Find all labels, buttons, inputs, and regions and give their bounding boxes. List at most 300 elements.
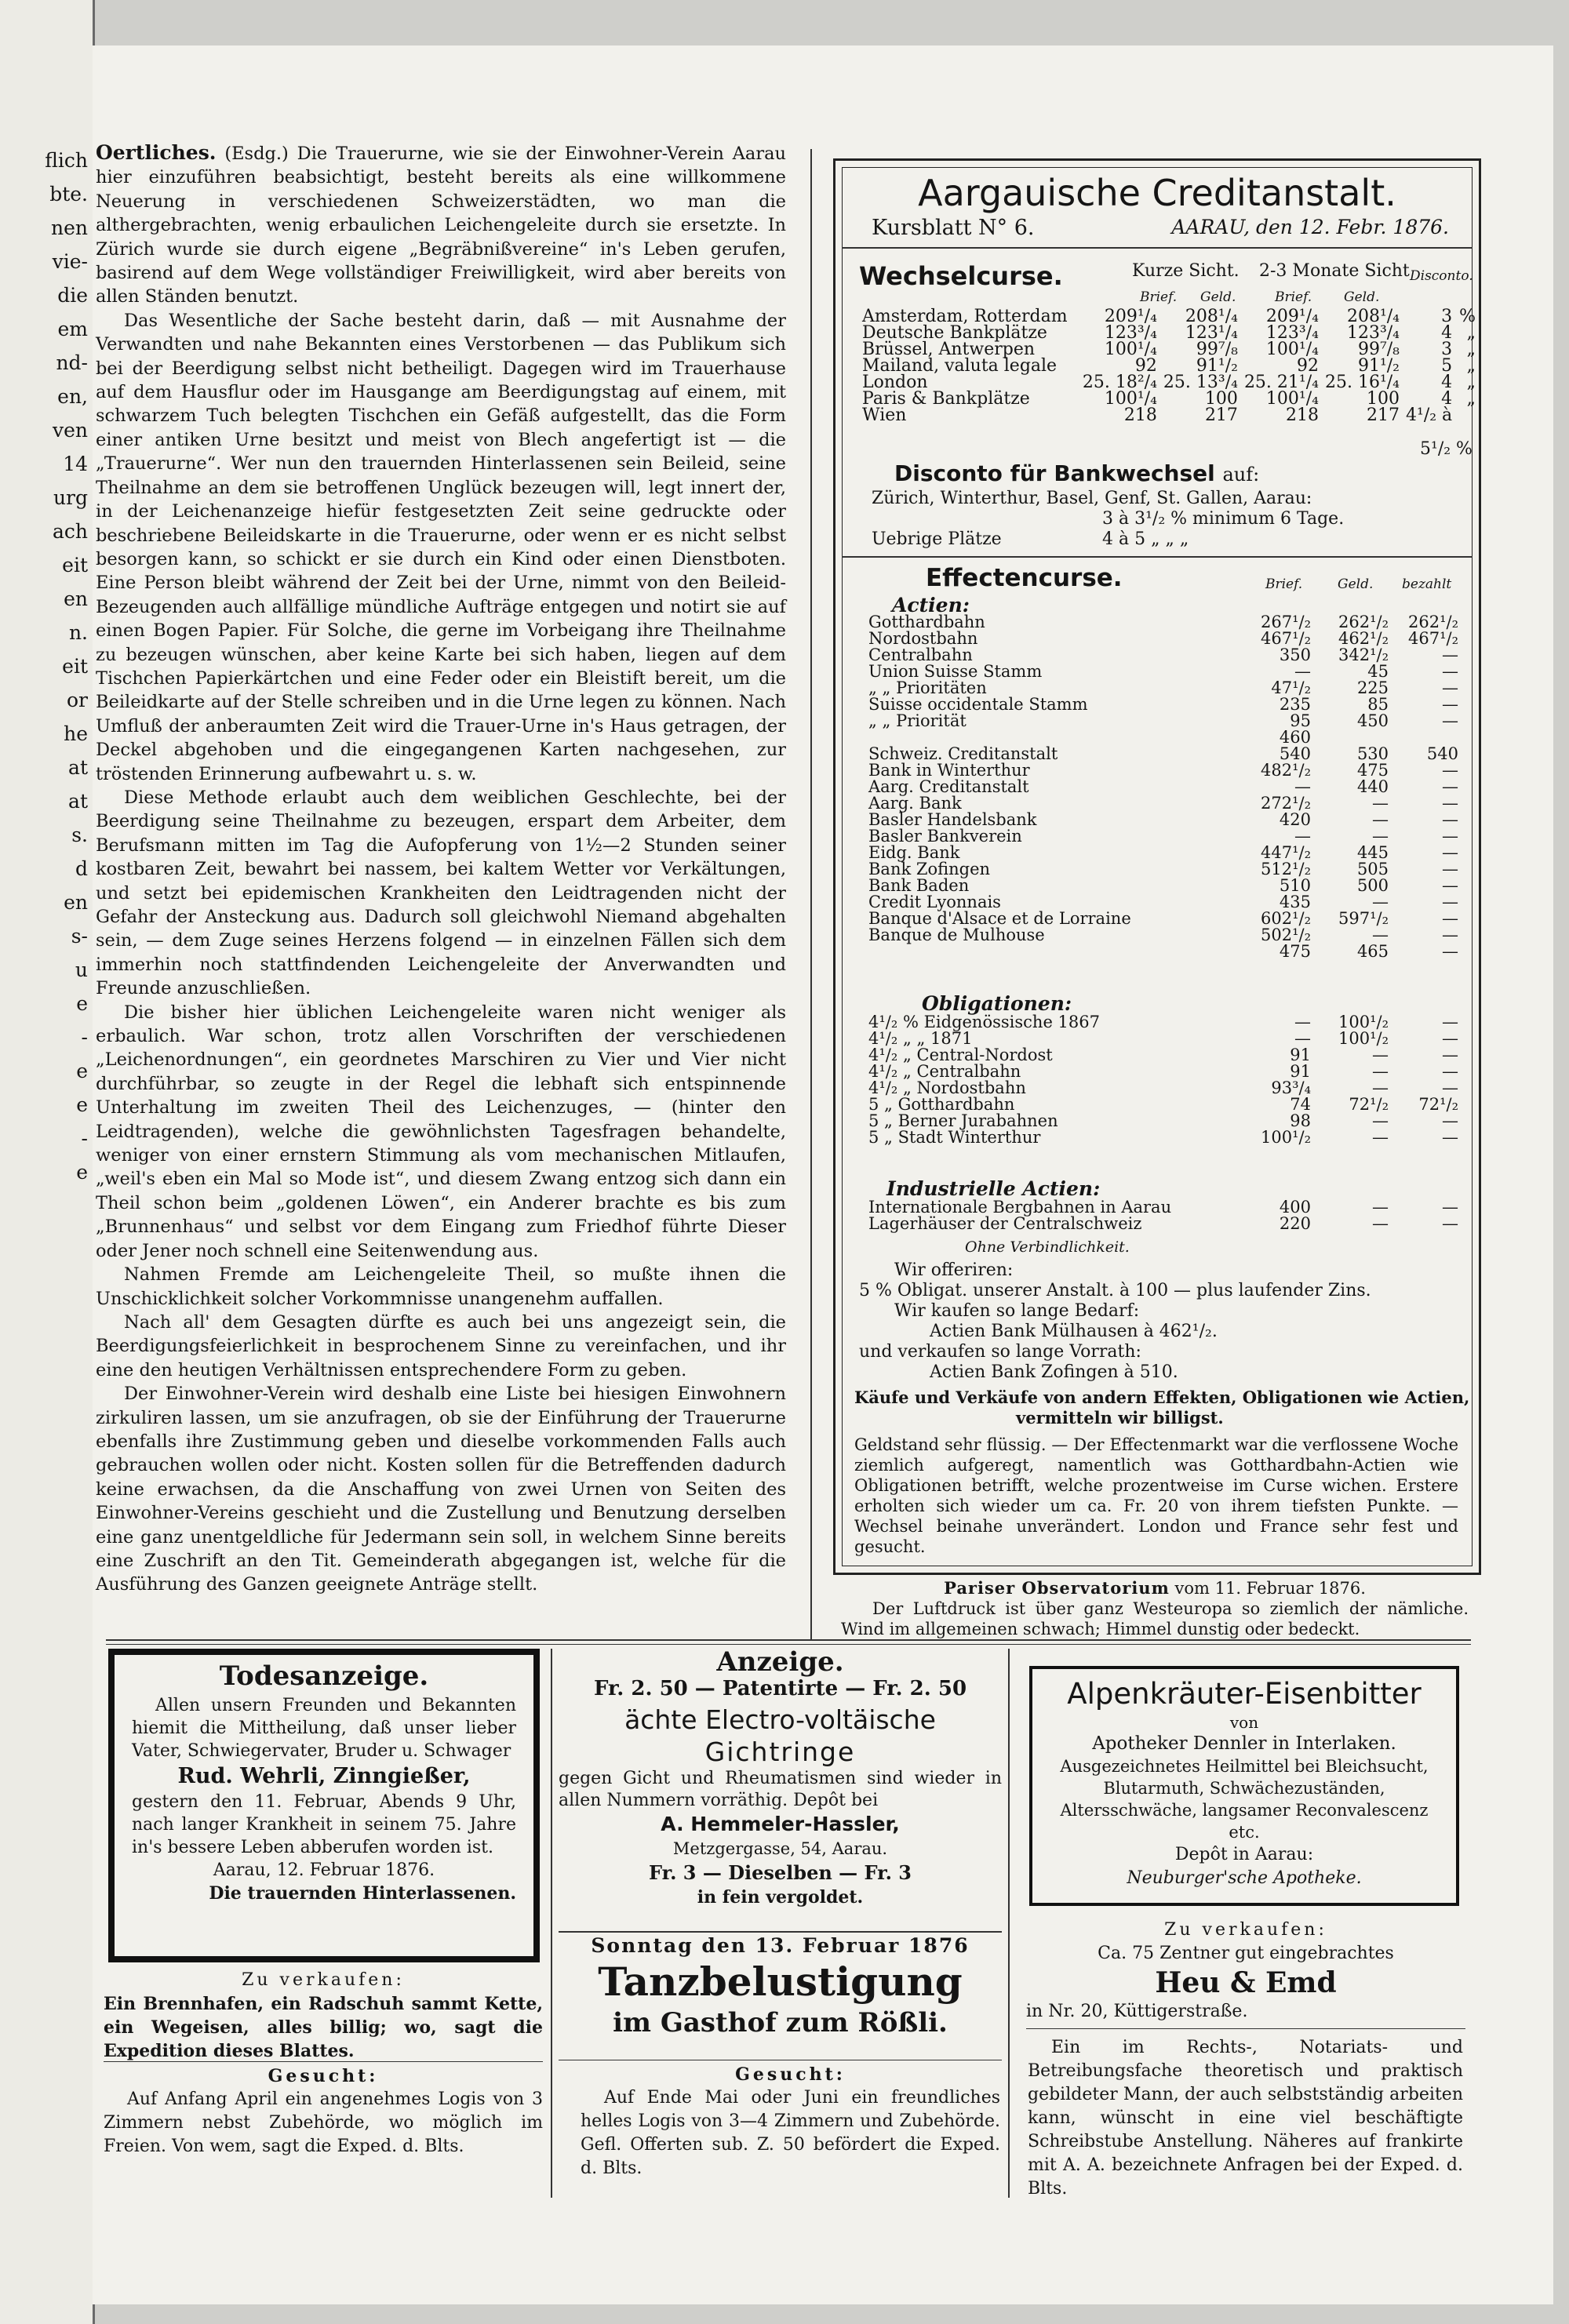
row-value: 530 xyxy=(1356,744,1389,763)
row-label: Paris & Bankplätze xyxy=(862,389,1030,409)
row-value: 209¹/₄ xyxy=(1265,307,1319,326)
row-label: Bank in Winterthur xyxy=(868,761,1030,780)
offer-6: Actien Bank Zofingen à 510. xyxy=(930,1362,1178,1382)
row-value: — xyxy=(1372,1062,1389,1081)
stub-fragment: e xyxy=(76,1060,88,1082)
article-paragraph: Diese Methode erlaubt auch dem weiblichen Geschlechte, bei der Beerdigung seine Theilnahme zu bezeugen, erspart dem Arbeiter, dem Berufsmann mitten im Tag die Aufopferung von 1½—2 Stunden seiner kostbaren Zeit, bewahrt bei nassem, bei kaltem Wetter vor Verkältungen, und setzt bei epidemischen Krankheiten den Leidtragenden nicht der Gefahr der Ansteckung aus. Dadurch soll gleichwohl Niemand abgehalten sein, — dem Zuge seines Herzens folgend — in einzelnen Fällen sich dem immerhin noch stattfindenden Leichengeleite der Anverwandten und Freunde anzuschließen. xyxy=(96,787,786,999)
row-value: 540 xyxy=(1426,744,1458,763)
row-value: 420 xyxy=(1279,810,1311,829)
head-brief-2: Brief. xyxy=(1275,289,1312,305)
adjacent-page-edge xyxy=(0,0,95,2324)
table-row xyxy=(859,308,1479,325)
verkaufen-line2: in Nr. 20, Küttigerstraße. xyxy=(1026,2002,1248,2021)
row-value: — xyxy=(1372,1128,1389,1147)
row-value: „ xyxy=(1466,373,1476,392)
row-label: Gotthardbahn xyxy=(868,613,985,631)
row-value: 74 xyxy=(1290,1095,1311,1114)
weather-report xyxy=(841,1578,1469,1639)
tanz-date: Sonntag den 13. Februar 1876 xyxy=(591,1934,970,1957)
ad-rule-4 xyxy=(1026,2028,1465,2029)
stub-fragment: 14 xyxy=(63,453,88,475)
row-value: „ xyxy=(1466,323,1476,343)
table-row xyxy=(859,407,1479,424)
disconto-line3-label: Uebrige Plätze xyxy=(872,529,1002,549)
gesucht-text-1: Auf Anfang April ein angenehmes Logis von 3 Zimmern nebst Zubehörde, wo möglich im Freien. Von wem, sagt die Exped. d. Blts. xyxy=(104,2089,543,2156)
row-label: Basler Bankverein xyxy=(868,827,1022,846)
row-label: Banque de Mulhouse xyxy=(868,926,1045,944)
stub-fragment: ach xyxy=(52,520,88,543)
eff-head-bez: bezahlt xyxy=(1402,576,1452,592)
row-value: 72¹/₂ xyxy=(1418,1095,1458,1114)
row-value: 123³/₄ xyxy=(1346,323,1400,343)
weather-date: vom 11. Februar 1876. xyxy=(1174,1579,1366,1598)
todesanzeige-sign: Die trauernden Hinterlassenen. xyxy=(209,1883,516,1904)
row-value: 4 xyxy=(1441,323,1453,343)
table-row xyxy=(865,1064,1462,1080)
row-value: — xyxy=(1442,942,1458,961)
row-value: 25. 18²/₄ xyxy=(1082,373,1157,392)
row-value: — xyxy=(1294,1013,1311,1031)
row-value: — xyxy=(1442,646,1458,664)
table-row xyxy=(865,647,1462,664)
row-value: 272¹/₂ xyxy=(1261,794,1311,813)
stub-fragment: em xyxy=(57,318,88,340)
alpenkraeuter-box xyxy=(1029,1666,1459,1906)
table-row xyxy=(859,325,1479,341)
ad-rule xyxy=(104,2061,543,2062)
row-value: — xyxy=(1442,876,1458,895)
row-value: — xyxy=(1294,662,1311,681)
row-value: — xyxy=(1372,1198,1389,1217)
article-paragraph: Das Wesentliche der Sache besteht darin, daß — mit Ausnahme der Verwandten und nahe Bekannten eines Verstorbenen — das Publikum sich bei der Beerdigung selbst nicht betheiligt. Dagegen wird im Trauerhause auf dem Hausflur oder im Hausgange am Beerdigungstag auf einem, mit schwarzem Tuch belegten Tischchen ein Gefäß aufgestellt, das die Form einer antiken Urne besitzt und meist von Blech angefertigt ist — die „Trauerurne“. Wer nun den trauernden Hinterlassenen sein Beileid, seine Theilnahme an dem sie betroffenen Unglück bezeugen will, legt innert der, in der Leichenanzeige hiefür festgesetzten Zeit seine gedruckte oder beschriebene Beileidskarte in die Trauerurne, oder wenn er es nicht selbst besorgen kann, so schickt er sie durch ein Kind oder einen Dienstboten. Eine Person bleibt während der Zeit bei der Urne, nimmt von den Beileid-Bezeugenden auch allfällige mündliche Aufträge entgegen und notirt sie auf einen Bogen Papier. Für Solche, die gerne im Vorbeigang ihre Theilnahme zu bezeugen wünschen, aber keine Karte bei sich haben, liegen auf dem Tischchen Papierkärtchen und eine Feder oder ein Bleistift bereit, um die Beileidkarte auf der Stelle schreiben und in die Urne legen zu können. Nach Umfluß der anberaumten Zeit wird die Trauer-Urne in's Haus getragen, der Deckel abgehoben und die eingegangenen Karten nachgesehen, zur tröstenden Erinnerung aufbewahrt u. s. w. xyxy=(96,310,786,784)
verkaufen-title-2: Zu verkaufen: xyxy=(1164,1920,1327,1940)
row-value: 467¹/₂ xyxy=(1261,629,1311,648)
row-value: — xyxy=(1442,761,1458,780)
row-value: 440 xyxy=(1356,777,1389,796)
row-value: 100¹/₄ xyxy=(1104,340,1157,359)
row-value: — xyxy=(1442,794,1458,813)
table-row xyxy=(865,1129,1462,1146)
table-row xyxy=(865,1080,1462,1097)
kursblatt-date: AARAU, den 12. Febr. 1876. xyxy=(1171,216,1449,238)
market-report-text: Geldstand sehr flüssig. — Der Effectenmarkt war die verflossene Woche ziemlich aufgeregt, namentlich was Gotthardbahn-Actien wie Obligationen betrifft, welche prozentweise im Curse wichen. Erstere erholten sich wieder um ca. Fr. 20 von ihrem tiefsten Punkte. — Wechsel beinahe unverändert. London und France sehr fest und gesucht. xyxy=(854,1435,1458,1556)
gesucht-title-2: Gesucht: xyxy=(735,2064,846,2085)
verkaufen-big: Heu & Emd xyxy=(1155,1966,1337,1999)
verkaufen-ad-1 xyxy=(104,1969,543,2063)
row-value: 100 xyxy=(1367,389,1400,409)
actien-label: Actien: xyxy=(892,594,970,616)
row-value: 72¹/₂ xyxy=(1349,1095,1389,1114)
row-value: 4 xyxy=(1441,373,1453,392)
row-label: 4¹/₂ % Eidgenössische 1867 xyxy=(868,1013,1100,1031)
head-long-sight: 2-3 Monate Sicht xyxy=(1259,261,1410,281)
row-value: 475 xyxy=(1279,942,1311,961)
stub-fragment: urg xyxy=(53,486,88,509)
eff-head-geld: Geld. xyxy=(1338,576,1374,592)
row-value: — xyxy=(1372,1046,1389,1064)
stub-fragment: nen xyxy=(51,216,88,239)
stub-fragment: - xyxy=(81,1127,88,1150)
table-row xyxy=(865,845,1462,861)
row-value: 350 xyxy=(1279,646,1311,664)
alpen-title: Alpenkräuter-Eisenbitter xyxy=(1067,1677,1422,1711)
row-value: 218 xyxy=(1123,406,1157,425)
table-row xyxy=(865,861,1462,878)
stub-fragment: e xyxy=(76,1093,88,1116)
row-value: 91¹/₂ xyxy=(1196,356,1238,376)
row-value: — xyxy=(1372,1214,1389,1233)
row-value: 510 xyxy=(1279,876,1311,895)
table-row xyxy=(865,664,1462,680)
stub-fragment: en, xyxy=(57,385,88,408)
bold-line-1: Käufe und Verkäufe von andern Effekten, Obligationen wie Actien, xyxy=(854,1387,1470,1407)
weather-text: Der Luftdruck ist über ganz Westeuropa so ziemlich der nämliche. Wind im allgemeinen schwach; Himmel dunstig oder bedeckt. xyxy=(841,1599,1469,1638)
row-value: 400 xyxy=(1279,1198,1311,1217)
head-short-sight: Kurze Sicht. xyxy=(1132,261,1240,281)
article-paragraph: Die bisher hier üblichen Leichengeleite waren nicht weniger als erbaulich. War schon, trotz allen Vorschriften der verschiedenen „Leichenordnungen“, ein geordnetes Marschiren zu Vier und Vier nicht durchführbar, so zeugte in der Regel die lebhaft sich entspinnende Unterhaltung im zweiten Theil des Leichenzuges, — (hinter den Leidtragenden), welche die gewöhnlichsten Tagesfragen behandelte, weniger von einer ernstern Stimmung als vom mechanischen Mitlaufen, „weil's eben ein Mal so Mode ist“, und diesem Zwang entzog sich dann ein Theil schon beim „goldenen Löwen“, ein Anderer brachte es bis zum „Brunnenhaus“ und selbst vor dem Eingang zum Friedhof führte Dieser oder Jener noch schnell eine Seitenwendung aus. xyxy=(96,1002,786,1261)
row-value: 267¹/₂ xyxy=(1261,613,1311,631)
row-value: 445 xyxy=(1356,843,1389,862)
weather-source: Pariser Observatorium xyxy=(944,1578,1170,1598)
row-label: Bank Zofingen xyxy=(868,860,991,878)
tanz-place: im Gasthof zum Rößli. xyxy=(613,2007,948,2039)
row-value: 3 xyxy=(1441,307,1453,326)
row-value: 217 xyxy=(1204,406,1238,425)
row-value: — xyxy=(1442,827,1458,846)
row-value: 92 xyxy=(1296,356,1319,376)
row-value: 91 xyxy=(1290,1062,1311,1081)
wien-extra: 5¹/₂ % xyxy=(1420,439,1473,459)
row-label: 5 „ Stadt Winterthur xyxy=(868,1128,1041,1147)
table-row xyxy=(865,927,1462,944)
row-value: — xyxy=(1442,893,1458,911)
row-label: „ „ Prioritäten xyxy=(868,678,987,697)
stub-fragment: - xyxy=(81,1026,88,1049)
row-label: 4¹/₂ „ Centralbahn xyxy=(868,1062,1021,1081)
article-paragraph: Nahmen Fremde am Leichengeleite Theil, so mußte ihnen die Unschicklichkeit solcher Vorkommnisse unangenehm auffallen. xyxy=(96,1264,786,1309)
row-value: — xyxy=(1442,1029,1458,1048)
row-value xyxy=(1455,407,1479,424)
row-value: 95 xyxy=(1290,711,1311,730)
row-value: 5 xyxy=(1441,356,1453,376)
row-label: Nordostbahn xyxy=(868,629,978,648)
row-value: — xyxy=(1442,695,1458,714)
table-row xyxy=(859,358,1479,374)
row-label: Credit Lyonnais xyxy=(868,893,1001,911)
stub-fragment: en xyxy=(64,587,88,610)
row-value: 25. 21¹/₄ xyxy=(1243,373,1319,392)
head-geld-2: Geld. xyxy=(1344,289,1380,305)
row-label: London xyxy=(862,373,928,392)
eff-head-brief: Brief. xyxy=(1265,576,1303,592)
table-row xyxy=(865,713,1462,729)
ads-top-rule xyxy=(106,1639,1471,1641)
row-label: Internationale Bergbahnen in Aarau xyxy=(868,1198,1172,1217)
row-value: 235 xyxy=(1279,695,1311,714)
table-row xyxy=(865,911,1462,927)
head-disconto: Disconto. xyxy=(1410,268,1473,284)
ad-column-divider-2 xyxy=(1008,1649,1010,2198)
article-paragraph: Der Einwohner-Verein wird deshalb eine Liste bei hiesigen Einwohnern zirkuliren lassen, um sie anzufragen, ob sie der Einführung der Trauerurne ebenfalls ihre Zustimmung geben und dieselbe vorkommenden Falls auch gebrauchen wollen oder nicht. Kosten sollen für die Betreffenden dadurch keine erwachsen, da die Anschaffung von zwei Urnen von Seiten des Einwohner-Vereins geschieht und die Zustellung und Benutzung derselben eine ganz unentgeldliche für Jedermann sein soll, in welchem Sinne bereits eine Zuschrift an den Tit. Gemeinderath abgegangen ist, welche für die Ausführung des Ganzen geeignete Anträge stellt. xyxy=(96,1384,786,1595)
row-value: 25. 16¹/₄ xyxy=(1324,373,1400,392)
row-value: 450 xyxy=(1356,711,1389,730)
table-row xyxy=(865,1014,1462,1031)
alpen-maker: Apotheker Dennler in Interlaken. xyxy=(1092,1733,1396,1754)
row-value: — xyxy=(1442,1062,1458,1081)
disconto-line3: 4 à 5 „ „ „ xyxy=(1102,529,1189,549)
row-value: 92 xyxy=(1134,356,1157,376)
row-value: „ xyxy=(1466,356,1476,376)
offer-1: Wir offeriren: xyxy=(894,1260,1014,1280)
todesanzeige-text1: Allen unsern Freunden und Bekannten hiemit die Mittheilung, daß unser lieber Vater, Schwiegervater, Bruder u. Schwager xyxy=(132,1696,516,1761)
row-value: — xyxy=(1372,794,1389,813)
anzeige-price: Fr. 2. 50 — Patentirte — Fr. 2. 50 xyxy=(593,1677,967,1700)
row-label: Amsterdam, Rotterdam xyxy=(862,307,1068,326)
market-report xyxy=(854,1435,1458,1557)
row-value: 45 xyxy=(1367,662,1389,681)
row-value: 100¹/₂ xyxy=(1261,1128,1311,1147)
table-row xyxy=(865,696,1462,713)
table-row xyxy=(865,614,1462,631)
stub-fragment: vie- xyxy=(52,250,88,273)
row-value: 597¹/₂ xyxy=(1338,909,1389,928)
row-value: 123³/₄ xyxy=(1104,323,1157,343)
stub-fragment: s. xyxy=(71,824,88,846)
actien-table xyxy=(865,614,1462,960)
disconto-title-text: Disconto für Bankwechsel xyxy=(894,460,1215,486)
stelle-ad: Ein im Rechts-, Notariats- und Betreibungsfache theoretisch und praktisch gebildeter Mann, der auch selbstständig arbeiten kann, wünscht in eine viel beschäftigte Schreibstube Anstellung. Näheres auf frankirte mit A. A. bezeichnete Anfragen bei der Exped. d. Blts. xyxy=(1028,2038,1463,2199)
disconto-title xyxy=(894,460,1259,486)
tanz-ad xyxy=(559,1934,1002,2039)
row-value: — xyxy=(1442,1111,1458,1130)
row-value: 4 xyxy=(1441,389,1453,409)
row-value: 208¹/₄ xyxy=(1185,307,1238,326)
row-label: Brüssel, Antwerpen xyxy=(862,340,1036,359)
row-value: — xyxy=(1442,810,1458,829)
row-value: 85 xyxy=(1367,695,1389,714)
row-value: „ xyxy=(1466,389,1476,409)
kursblatt-title: Aargauische Creditanstalt. xyxy=(918,172,1396,214)
stub-fragment: en xyxy=(64,891,88,914)
row-value: 208¹/₄ xyxy=(1346,307,1400,326)
table-row xyxy=(865,1216,1462,1232)
stub-fragment: nd- xyxy=(56,351,88,374)
row-value: 475 xyxy=(1356,761,1389,780)
stub-fragment: n. xyxy=(68,621,88,644)
row-label: „ „ Priorität xyxy=(868,711,967,730)
table-row xyxy=(865,812,1462,828)
row-value: 602¹/₂ xyxy=(1261,909,1311,928)
row-value: 100 xyxy=(1204,389,1238,409)
row-value: 217 xyxy=(1367,406,1400,425)
verkaufen-text-1: Ein Brennhafen, ein Radschuh sammt Kette, ein Wegeisen, alles billig; wo, sagt die Expedition dieses Blattes. xyxy=(104,1994,543,2061)
stub-fragment: u xyxy=(75,958,88,981)
row-value: — xyxy=(1442,1198,1458,1217)
row-value: — xyxy=(1372,827,1389,846)
table-row xyxy=(859,341,1479,358)
row-label: Basler Handelsbank xyxy=(868,810,1037,829)
table-row xyxy=(865,1199,1462,1216)
offer-3: Wir kaufen so lange Bedarf: xyxy=(894,1301,1140,1321)
row-label: 4¹/₂ „ Central-Nordost xyxy=(868,1046,1053,1064)
row-label: Bank Baden xyxy=(868,876,970,895)
todesanzeige-place: Aarau, 12. Februar 1876. xyxy=(213,1860,435,1880)
bold-line-2: vermitteln wir billigst. xyxy=(1016,1408,1224,1427)
row-value: 505 xyxy=(1356,860,1389,878)
row-value: — xyxy=(1294,1029,1311,1048)
gesucht-ad-2 xyxy=(581,2063,1000,2180)
row-value: — xyxy=(1372,926,1389,944)
anzeige-product2: Gichtringe xyxy=(704,1737,856,1767)
todesanzeige-title: Todesanzeige. xyxy=(219,1660,429,1692)
row-value: — xyxy=(1442,1214,1458,1233)
row-label: Eidg. Bank xyxy=(868,843,960,862)
table-row xyxy=(865,762,1462,779)
table-row xyxy=(865,680,1462,696)
row-value: 512¹/₂ xyxy=(1261,860,1311,878)
offer-2: 5 % Obligat. unserer Anstalt. à 100 — plus laufender Zins. xyxy=(859,1281,1371,1300)
row-value: 262¹/₂ xyxy=(1408,613,1458,631)
indust-label: Industrielle Actien: xyxy=(886,1177,1101,1200)
anzeige-product1: ächte Electro-voltäische xyxy=(624,1704,936,1735)
alpen-apotheke: Neuburger'sche Apotheke. xyxy=(1127,1868,1362,1888)
stub-fragment: die xyxy=(57,284,88,307)
disconto-auf: auf: xyxy=(1222,464,1260,486)
stub-fragment: at xyxy=(68,790,88,813)
alpen-text: Ausgezeichnetes Heilmittel bei Bleichsucht, Blutarmuth, Schwächezuständen, Altersschwäche, langsamer Reconvalescenz etc. xyxy=(1060,1757,1429,1842)
disconto-rule xyxy=(842,556,1473,558)
row-value: — xyxy=(1442,843,1458,862)
row-value: 500 xyxy=(1356,876,1389,895)
row-value: 220 xyxy=(1279,1214,1311,1233)
row-label: 4¹/₂ „ „ 1871 xyxy=(868,1029,973,1048)
row-label: Aarg. Creditanstalt xyxy=(868,777,1029,796)
offer-4: Actien Bank Mülhausen à 462¹/₂. xyxy=(930,1322,1218,1341)
row-value: — xyxy=(1294,827,1311,846)
row-value: — xyxy=(1442,662,1458,681)
stub-fragment: ven xyxy=(52,419,88,442)
row-value: „ xyxy=(1466,340,1476,359)
row-label: Schweiz. Creditanstalt xyxy=(868,744,1058,763)
row-value: 218 xyxy=(1285,406,1319,425)
stub-fragment: e xyxy=(76,1161,88,1184)
row-value: 262¹/₂ xyxy=(1338,613,1389,631)
row-value: 482¹/₂ xyxy=(1261,761,1311,780)
anzeige-line2: Fr. 3 — Dieselben — Fr. 3 xyxy=(649,1861,912,1884)
row-label: Centralbahn xyxy=(868,646,973,664)
row-label: Banque d'Alsace et de Lorraine xyxy=(868,909,1131,928)
todesanzeige-box xyxy=(108,1649,540,1962)
row-value: — xyxy=(1372,893,1389,911)
row-value: 342¹/₂ xyxy=(1338,646,1389,664)
row-value: — xyxy=(1442,1078,1458,1097)
row-value: — xyxy=(1372,1078,1389,1097)
row-value: 502¹/₂ xyxy=(1261,926,1311,944)
article-title: Oertliches. xyxy=(96,141,217,164)
row-label: 5 „ Gotthardbahn xyxy=(868,1095,1015,1114)
row-value: 100¹/₂ xyxy=(1338,1029,1389,1048)
stub-fragment: eit xyxy=(62,655,88,678)
table-row xyxy=(865,1097,1462,1113)
anzeige-title: Anzeige. xyxy=(716,1646,844,1678)
stub-fragment: he xyxy=(64,722,88,745)
stub-fragment: eit xyxy=(62,554,88,576)
offer-5: und verkaufen so lange Vorrath: xyxy=(859,1342,1141,1362)
ad-column-divider-1 xyxy=(551,1649,552,2198)
row-value: 123¹/₄ xyxy=(1185,323,1238,343)
disconto-line2: 3 à 3¹/₂ % minimum 6 Tage. xyxy=(1102,509,1345,529)
row-value: 100¹/₄ xyxy=(1104,389,1157,409)
table-row xyxy=(865,779,1462,795)
row-value: — xyxy=(1442,777,1458,796)
wechsel-title: Wechselcurse. xyxy=(859,261,1063,291)
column-divider xyxy=(810,149,812,1639)
kursblatt-box xyxy=(833,158,1481,1575)
verkaufen-line1: Ca. 75 Zentner gut eingebrachtes xyxy=(1098,1944,1394,1963)
row-value: 4¹/₂ à xyxy=(1406,406,1453,425)
row-value: — xyxy=(1442,860,1458,878)
disconto-line1: Zürich, Winterthur, Basel, Genf, St. Gallen, Aarau: xyxy=(872,489,1312,508)
row-value: 460 xyxy=(1279,728,1311,747)
kursblatt-rule xyxy=(842,247,1473,249)
table-row xyxy=(865,746,1462,762)
table-row xyxy=(865,729,1462,746)
row-value: 100¹/₂ xyxy=(1338,1013,1389,1031)
row-value: 91¹/₂ xyxy=(1357,356,1400,376)
row-value: 99⁷/₈ xyxy=(1357,340,1400,359)
article-oertliches xyxy=(96,141,786,1635)
gesucht-ad-1 xyxy=(104,2064,543,2159)
row-value: 100¹/₄ xyxy=(1265,389,1319,409)
row-label: Wien xyxy=(862,406,907,425)
gesucht-text-2: Auf Ende Mai oder Juni ein freundliches helles Logis von 3—4 Zimmern und Zubehörde. Gefl. Offerten sub. Z. 50 befördert die Exped. d. Blts. xyxy=(581,2088,1000,2178)
wechsel-table xyxy=(859,308,1479,424)
table-row xyxy=(865,944,1462,960)
row-value: % xyxy=(1459,307,1476,326)
row-value: — xyxy=(1442,909,1458,928)
row-value: 91 xyxy=(1290,1046,1311,1064)
stub-fragment: s- xyxy=(71,925,88,947)
row-value: 465 xyxy=(1356,942,1389,961)
row-value xyxy=(1392,729,1462,746)
anzeige-ad xyxy=(559,1646,1002,1909)
ad-rule-2 xyxy=(559,1931,1002,1933)
stub-fragment: flich xyxy=(45,149,88,172)
table-row xyxy=(865,795,1462,812)
stub-fragment: at xyxy=(68,756,88,779)
row-label xyxy=(865,729,1244,746)
oblig-label: Obligationen: xyxy=(922,992,1072,1015)
table-row xyxy=(859,374,1479,391)
tanz-title: Tanzbelustigung xyxy=(598,1958,963,2005)
row-value: 225 xyxy=(1356,678,1389,697)
ohne-verbindlichkeit: Ohne Verbindlichkeit. xyxy=(965,1238,1130,1256)
table-row xyxy=(865,894,1462,911)
row-value: 25. 13³/₄ xyxy=(1163,373,1238,392)
row-value: 99⁷/₈ xyxy=(1196,340,1238,359)
row-value: 100¹/₄ xyxy=(1265,340,1319,359)
row-value: 93³/₄ xyxy=(1271,1078,1311,1097)
stub-fragment: or xyxy=(66,689,88,711)
table-row xyxy=(859,391,1479,407)
row-value: 467¹/₂ xyxy=(1408,629,1458,648)
table-row xyxy=(865,878,1462,894)
row-label: 5 „ Berner Jurabahnen xyxy=(868,1111,1058,1130)
row-label: 4¹/₂ „ Nordostbahn xyxy=(868,1078,1026,1097)
alpen-von: von xyxy=(1229,1713,1259,1732)
table-row xyxy=(865,1113,1462,1129)
row-value: 47¹/₂ xyxy=(1271,678,1311,697)
